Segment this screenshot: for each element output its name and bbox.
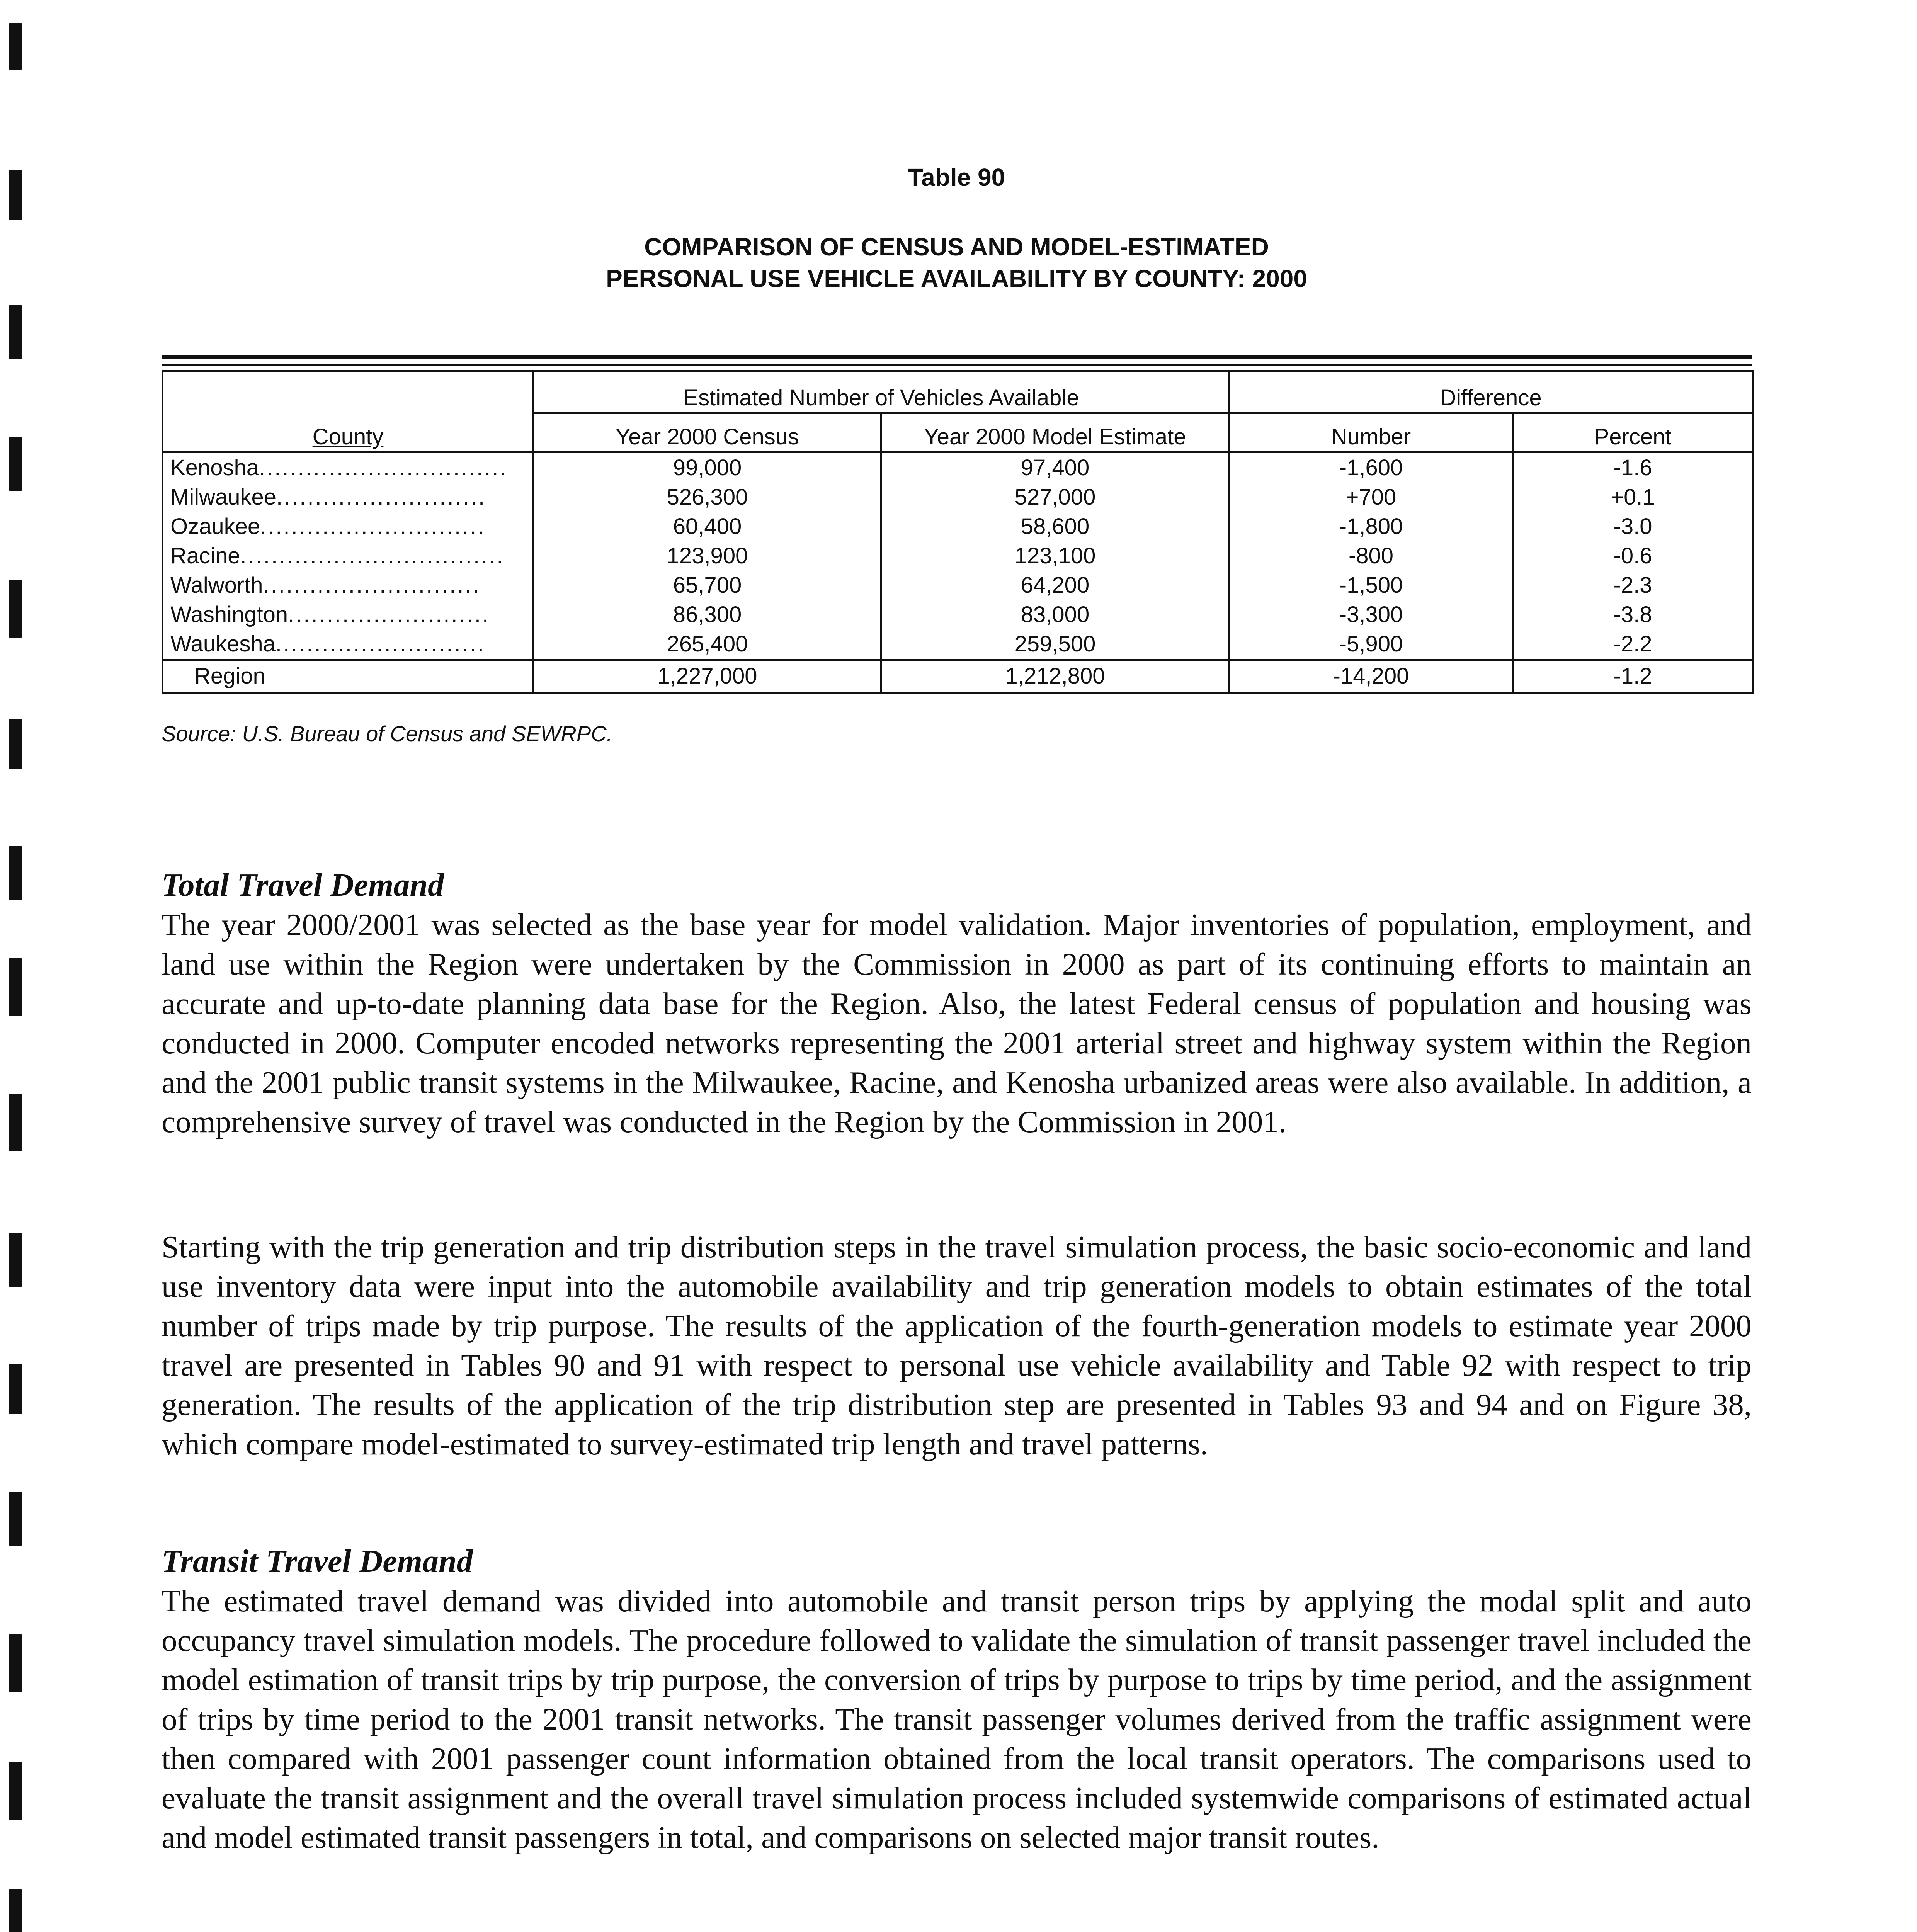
census-cell: 65,700 <box>534 571 881 600</box>
table-top-rule <box>162 355 1752 359</box>
table-source-note: Source: U.S. Bureau of Census and SEWRPC. <box>162 721 613 746</box>
percent-cell: -0.6 <box>1613 543 1652 568</box>
percent-cell: -2.2 <box>1613 631 1652 656</box>
binding-mark <box>9 305 22 359</box>
col-header-census: Year 2000 Census <box>534 413 881 452</box>
number-cell: -1,500 <box>1229 571 1513 600</box>
census-total: 1,227,000 <box>534 660 881 693</box>
binding-mark <box>9 1233 22 1287</box>
percent-cell: -2.3 <box>1613 573 1652 598</box>
region-label: Region <box>163 660 534 693</box>
binding-mark <box>9 170 22 220</box>
binding-marks <box>0 0 31 1932</box>
binding-mark <box>9 958 22 1016</box>
percent-cell: -3.0 <box>1613 514 1652 539</box>
table-total-row <box>163 660 1753 693</box>
binding-mark <box>9 1094 22 1151</box>
table-row <box>163 571 1753 600</box>
paragraph: The year 2000/2001 was selected as the base year for model validation. Major inventories of population, employment, and land use within the Region were undertaken by the Commission in 2000 as part of its continuing efforts to maintain an accurate and up-to-date planning data base for the Region. Also, the latest Federal census of population and housing was conducted in 2000. Computer encoded networks representing the 2001 arterial street and highway system within the Region and the 2001 public transit systems in the Milwaukee, Racine, and Kenosha urbanized areas were also available. In addition, a comprehensive survey of travel was conducted in the Region by the Commission in 2001. <box>162 907 1752 1139</box>
county-cell: Racine.................................. <box>163 541 534 571</box>
percent-total: -1.2 <box>1513 660 1753 693</box>
table-title-line2: PERSONAL USE VEHICLE AVAILABILITY BY COUNTY: 2000 <box>606 265 1307 293</box>
paragraph: Starting with the trip generation and trip distribution steps in the travel simulation process, the basic socio-economic and land use inventory data were input into the automobile availability and trip generation models to obtain estimates of the total number of trips made by trip purpose. The results of the application of the fourth-generation models to estimate year 2000 travel are presented in Tables 90 and 91 with respect to personal use vehicle availability and Table 92 with respect to trip generation. The results of the application of the trip distribution step are presented in Tables 93 and 94 and on Figure 38, which compare model-estimated to survey-estimated trip length and travel patterns. <box>162 1230 1752 1461</box>
county-cell: Kenosha................................ <box>163 452 534 483</box>
number-total: -14,200 <box>1229 660 1513 693</box>
col-header-percent: Percent <box>1513 413 1753 452</box>
table-row <box>163 512 1753 541</box>
binding-mark <box>9 1762 22 1820</box>
total-travel-demand-section <box>162 866 1752 1141</box>
table-row <box>163 629 1753 660</box>
number-cell: -3,300 <box>1229 600 1513 629</box>
model-cell: 64,200 <box>881 571 1229 600</box>
binding-mark <box>9 846 22 900</box>
county-cell: Washington.......................... <box>163 600 534 629</box>
binding-mark <box>9 1492 22 1546</box>
table-title-line1: COMPARISON OF CENSUS AND MODEL-ESTIMATED <box>644 233 1269 261</box>
county-cell: Walworth............................ <box>163 571 534 600</box>
census-cell: 265,400 <box>534 629 881 660</box>
vehicle-availability-table <box>162 370 1754 694</box>
census-cell: 99,000 <box>534 452 881 483</box>
county-cell: Waukesha........................... <box>163 629 534 660</box>
group-header-estimated: Estimated Number of Vehicles Available <box>534 371 1229 413</box>
binding-mark <box>9 1364 22 1414</box>
binding-mark <box>9 1634 22 1692</box>
binding-mark <box>9 23 22 70</box>
table-row <box>163 483 1753 512</box>
col-header-county: County <box>163 413 534 452</box>
county-cell: Milwaukee........................... <box>163 483 534 512</box>
model-total: 1,212,800 <box>881 660 1229 693</box>
transit-travel-demand-section <box>162 1542 1752 1857</box>
number-cell: +700 <box>1229 483 1513 512</box>
census-cell: 123,900 <box>534 541 881 571</box>
model-cell: 58,600 <box>881 512 1229 541</box>
binding-mark <box>9 1889 22 1932</box>
county-cell: Ozaukee............................. <box>163 512 534 541</box>
binding-mark <box>9 437 22 491</box>
section-heading-transit-travel-demand: Transit Travel Demand <box>162 1543 473 1579</box>
total-travel-demand-paragraph-2 <box>162 1227 1752 1464</box>
table-group-header-row <box>163 371 1753 413</box>
census-cell: 60,400 <box>534 512 881 541</box>
percent-cell: -1.6 <box>1613 455 1652 480</box>
percent-cell: +0.1 <box>1611 485 1655 510</box>
census-cell: 526,300 <box>534 483 881 512</box>
number-cell: -1,600 <box>1229 452 1513 483</box>
table-column-header-row <box>163 413 1753 452</box>
section-heading-total-travel-demand: Total Travel Demand <box>162 867 444 903</box>
number-cell: -1,800 <box>1229 512 1513 541</box>
table-top-rule-thin <box>162 364 1752 366</box>
table-row <box>163 541 1753 571</box>
table-row <box>163 600 1753 629</box>
group-header-difference: Difference <box>1229 371 1753 413</box>
model-cell: 83,000 <box>881 600 1229 629</box>
binding-mark <box>9 580 22 638</box>
binding-mark <box>9 719 22 769</box>
number-cell: -800 <box>1229 541 1513 571</box>
number-cell: -5,900 <box>1229 629 1513 660</box>
model-cell: 527,000 <box>881 483 1229 512</box>
table-block <box>162 162 1752 689</box>
col-header-number: Number <box>1229 413 1513 452</box>
col-header-model: Year 2000 Model Estimate <box>881 413 1229 452</box>
model-cell: 97,400 <box>881 452 1229 483</box>
paragraph: The estimated travel demand was divided into automobile and transit person trips by applying the modal split and auto occupancy travel simulation models. The procedure followed to validate the simulation of transit passenger travel included the model estimation of transit trips by trip purpose, the conversion of trips by purpose to trips by time period, and the assignment of trips by time period to the 2001 transit networks. The transit passenger volumes derived from the traffic assignment were then compared with 2001 passenger count information obtained from the local transit operators. The comparisons used to evaluate the transit assignment and the overall travel simulation process included systemwide comparisons of estimated actual and model estimated transit passengers in total, and comparisons on selected major transit routes. <box>162 1583 1752 1855</box>
table-number: Table 90 <box>908 163 1005 191</box>
census-cell: 86,300 <box>534 600 881 629</box>
table-row <box>163 452 1753 483</box>
model-cell: 259,500 <box>881 629 1229 660</box>
percent-cell: -3.8 <box>1613 602 1652 627</box>
model-cell: 123,100 <box>881 541 1229 571</box>
